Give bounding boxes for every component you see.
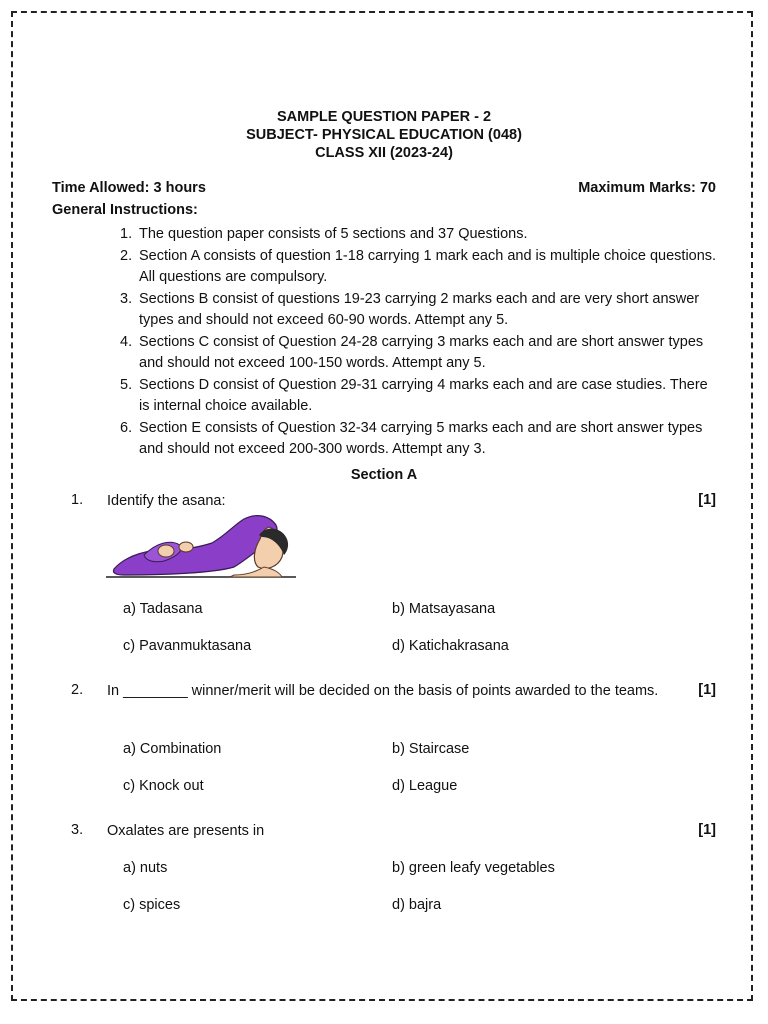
instruction-text: The question paper consists of 5 sections and 37 Questions.	[139, 226, 528, 242]
instruction-number: 6.	[120, 419, 133, 436]
instruction-number: 2.	[120, 247, 133, 264]
question-3-option-c: c) spices	[123, 897, 181, 913]
maximum-marks: Maximum Marks: 70	[578, 180, 716, 196]
question-3-marks: [1]	[698, 822, 716, 838]
instruction-item	[120, 418, 720, 461]
question-3-option-a: a) nuts	[123, 860, 168, 876]
paper-title: SAMPLE QUESTION PAPER - 2	[276, 109, 492, 125]
instruction-item	[120, 332, 720, 375]
asana-illustration	[104, 505, 300, 583]
question-3-option-b: b) green leafy vegetables	[392, 860, 555, 876]
question-2-text: In ________ winner/merit will be decided on the basis of points awarded to the teams.	[107, 683, 659, 699]
instruction-text: Sections C consist of Question 24-28 carrying 3 marks each and are short answer types and should not exceed 100-150 words. Attempt any 5.	[139, 333, 704, 371]
instruction-number: 1.	[120, 226, 133, 242]
time-allowed: Time Allowed: 3 hours	[52, 180, 206, 196]
instruction-item	[120, 246, 720, 289]
question-1-marks: [1]	[698, 492, 716, 508]
question-1-text: Identify the asana:	[107, 493, 226, 509]
question-2-marks: [1]	[698, 682, 716, 698]
section-title: Section A	[350, 467, 418, 483]
question-1-number: 1.	[71, 492, 84, 508]
question-3-text: Oxalates are presents in	[107, 823, 265, 839]
paper-subject: SUBJECT- PHYSICAL EDUCATION (048)	[246, 127, 522, 143]
question-1-option-d: d) Katichakrasana	[392, 638, 509, 654]
instruction-text: Sections B consist of questions 19-23 carrying 2 marks each and are very short answer types and should not exceed 60-90 words. Attempt any 5.	[139, 290, 700, 328]
question-3-option-d: d) bajra	[392, 897, 442, 913]
question-2-number: 2.	[71, 682, 84, 698]
question-2-option-c: c) Knock out	[123, 778, 204, 794]
question-2-option-a: a) Combination	[123, 741, 222, 757]
instruction-number: 5.	[120, 376, 133, 393]
question-2-option-d: d) League	[392, 778, 458, 794]
question-3-number: 3.	[71, 822, 84, 838]
question-2-option-b: b) Staircase	[392, 741, 470, 757]
question-1-option-a: a) Tadasana	[123, 601, 203, 617]
instructions-title: General Instructions:	[52, 202, 198, 218]
question-1-option-b: b) Matsayasana	[392, 601, 496, 617]
instruction-item	[120, 375, 720, 418]
instruction-number: 3.	[120, 290, 133, 307]
instruction-text: Section A consists of question 1-18 carrying 1 mark each and is multiple choice questions. All questions are compulsory.	[139, 247, 717, 285]
instruction-item	[120, 224, 720, 246]
instruction-number: 4.	[120, 333, 133, 350]
instructions-list	[120, 224, 720, 461]
instruction-text: Sections D consist of Question 29-31 carrying 4 marks each and are case studies. There is internal choice available.	[139, 376, 708, 414]
instruction-item	[120, 289, 720, 332]
paper-class: CLASS XII (2023-24)	[315, 145, 453, 161]
question-1-option-c: c) Pavanmuktasana	[123, 638, 252, 654]
instruction-text: Section E consists of Question 32-34 carrying 5 marks each and are short answer types and should not exceed 200-300 words. Attempt any 3.	[139, 419, 703, 457]
